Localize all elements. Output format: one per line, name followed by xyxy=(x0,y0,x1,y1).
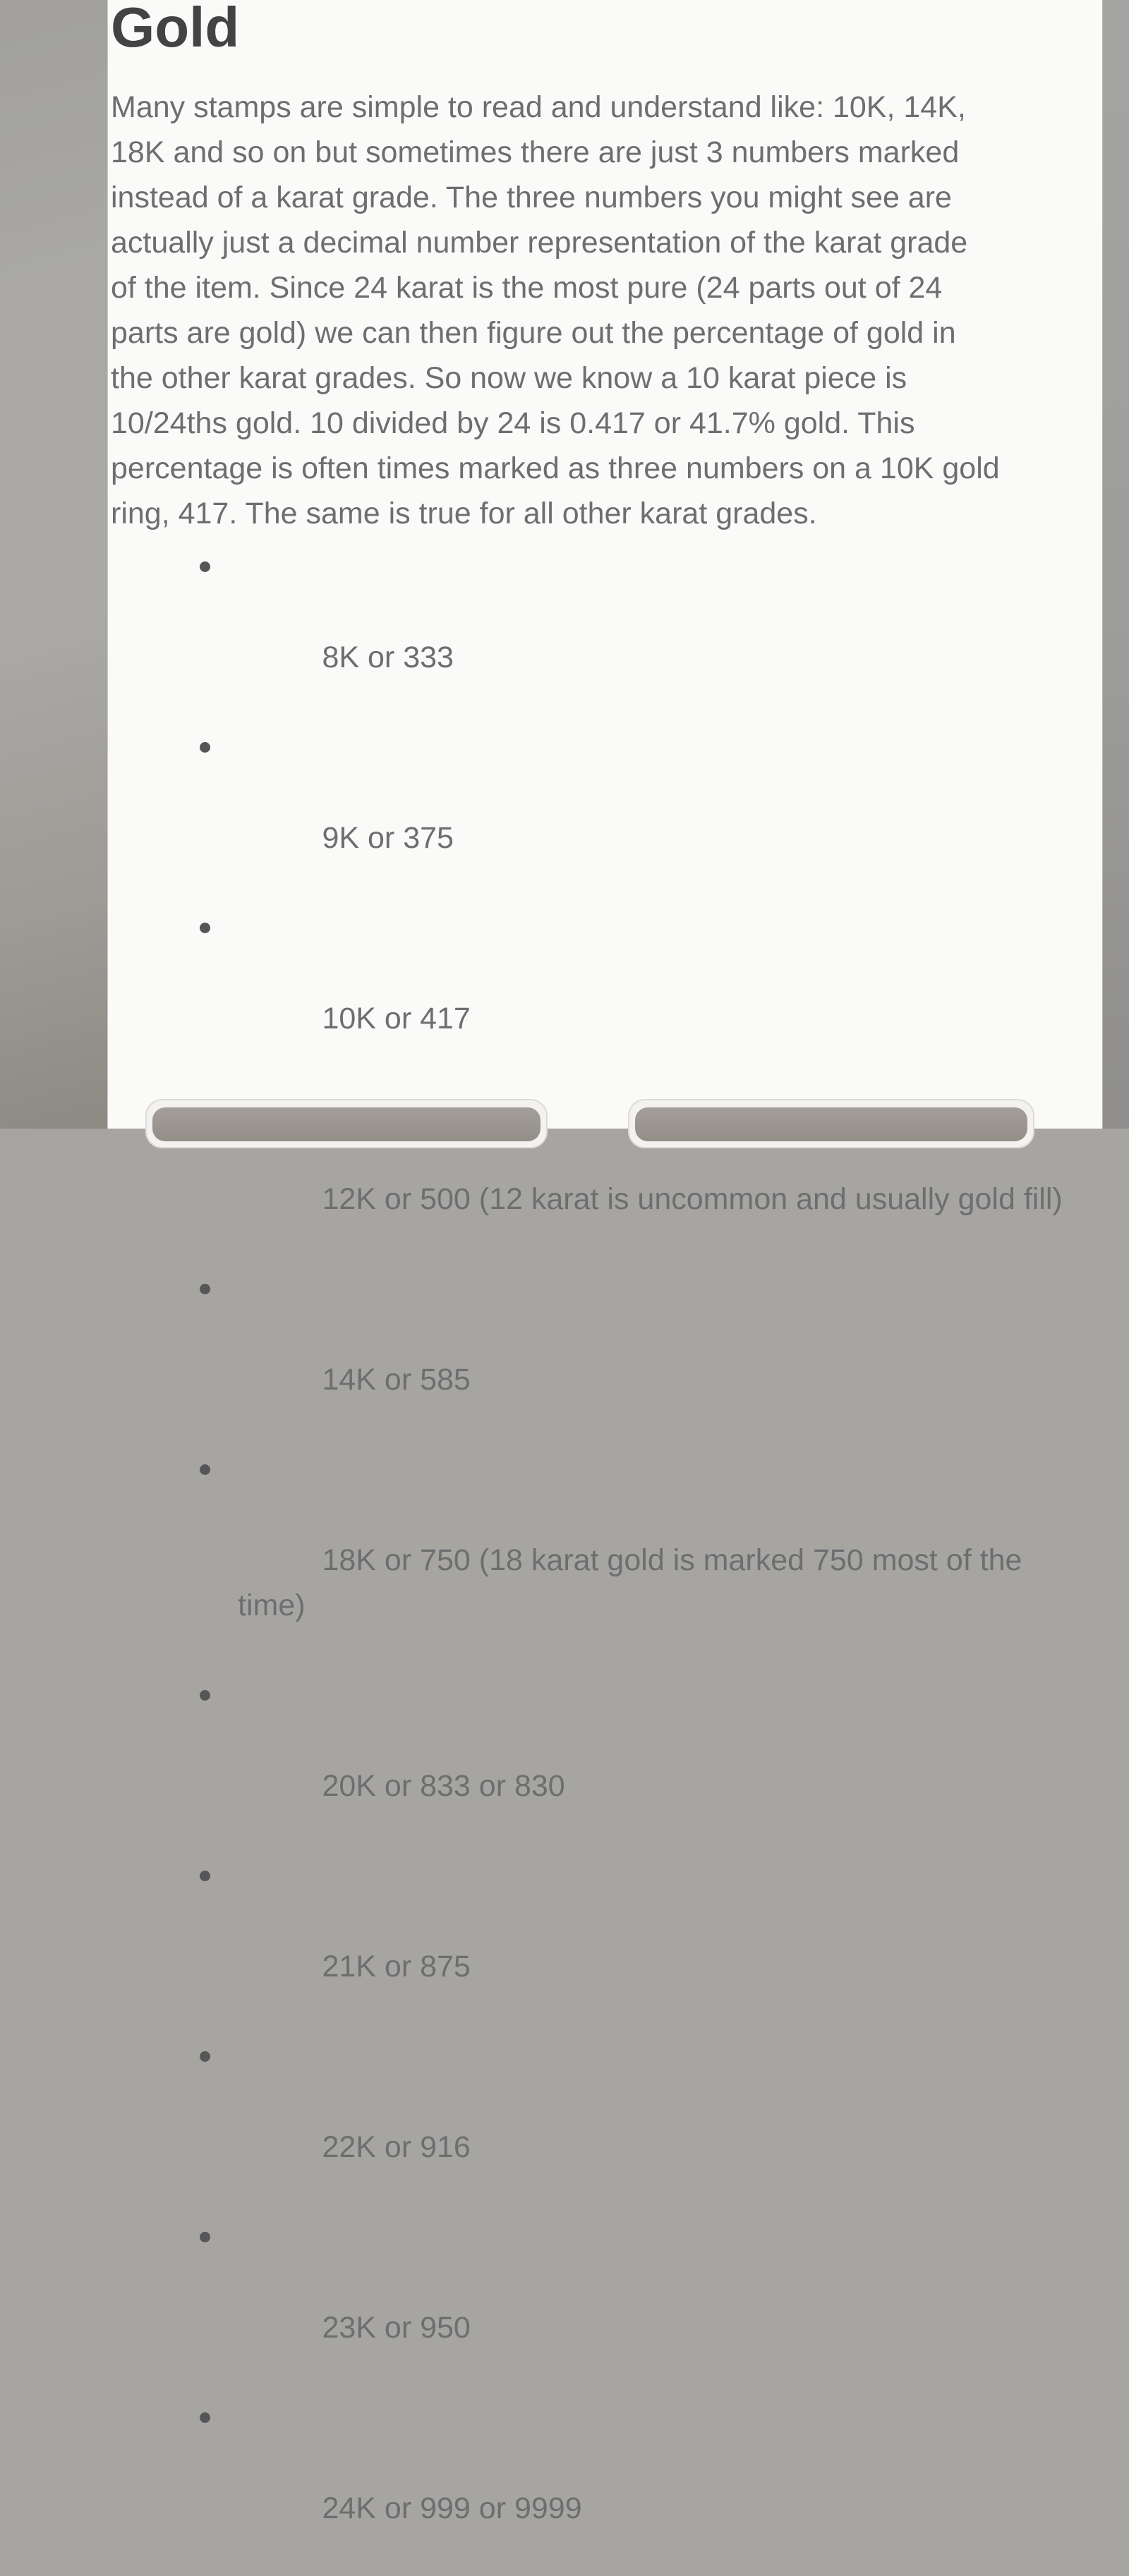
bullet-icon xyxy=(200,1690,210,1701)
right-gray-margin xyxy=(1103,0,1129,1129)
list-item xyxy=(108,1447,1102,1673)
article-page xyxy=(107,0,1103,2525)
list-item xyxy=(108,545,1102,725)
list-item-text: 21K or 875 xyxy=(322,1950,471,1983)
paragraph-line: Many stamps are simple to read and understand like: 10K, 14K, xyxy=(111,90,966,124)
list-item-text: 22K or 916 xyxy=(322,2130,471,2164)
left-gray-margin xyxy=(0,0,107,1129)
list-item xyxy=(108,2034,1102,2215)
list-item xyxy=(108,725,1102,906)
paragraph-line: instead of a karat grade. The three numbers you might see are xyxy=(111,181,952,214)
paragraph-line: 10/24ths gold. 10 divided by 24 is 0.417 or 41.7% gold. This xyxy=(111,406,915,440)
paragraph-line: ring, 417. The same is true for all other karat grades. xyxy=(111,497,817,530)
page-title: Gold xyxy=(111,0,240,59)
bullet-icon xyxy=(200,1284,210,1294)
list-item-text: 20K or 833 or 830 xyxy=(322,1769,565,1803)
list-item xyxy=(108,1673,1102,1854)
bottom-right-button[interactable] xyxy=(628,1099,1034,1148)
article-content xyxy=(108,0,1102,2525)
list-item xyxy=(108,2215,1102,2395)
bottom-right-button-face xyxy=(635,1107,1027,1141)
bullet-icon xyxy=(200,1871,210,1881)
list-item-text: 9K or 375 xyxy=(322,821,454,855)
list-item xyxy=(108,2395,1102,2576)
bullet-icon xyxy=(200,2412,210,2423)
bottom-left-button-face xyxy=(152,1107,541,1141)
bullet-icon xyxy=(200,742,210,753)
karat-grade-list xyxy=(108,545,1102,2576)
list-item xyxy=(108,1854,1102,2034)
paragraph-line: actually just a decimal number representation of the karat grade xyxy=(111,226,968,260)
list-item-text: 14K or 585 xyxy=(322,1363,471,1397)
list-item-text: 8K or 333 xyxy=(322,640,454,674)
paragraph-line: the other karat grades. So now we know a 10 karat piece is xyxy=(111,361,907,395)
bullet-icon xyxy=(200,561,210,572)
bullet-icon xyxy=(200,2051,210,2062)
list-item-text: 23K or 950 xyxy=(322,2311,471,2345)
list-item xyxy=(108,1267,1102,1447)
bullet-icon xyxy=(200,923,210,933)
intro-paragraph xyxy=(111,85,1102,536)
bullet-icon xyxy=(200,2232,210,2242)
paragraph-line: 18K and so on but sometimes there are just 3 numbers marked xyxy=(111,135,960,169)
bullet-icon xyxy=(200,1464,210,1475)
list-item xyxy=(108,906,1102,1086)
list-item-text: 24K or 999 or 9999 xyxy=(322,2491,582,2525)
bottom-left-button[interactable] xyxy=(145,1099,548,1148)
paragraph-line: percentage is often times marked as three numbers on a 10K gold xyxy=(111,451,1000,485)
list-item-text: 10K or 417 xyxy=(322,1002,471,1035)
list-item-text: 12K or 500 (12 karat is uncommon and usually gold fill) xyxy=(322,1182,1063,1216)
paragraph-line: of the item. Since 24 karat is the most pure (24 parts out of 24 xyxy=(111,271,943,305)
list-item-text: 18K or 750 (18 karat gold is marked 750 most of the time) xyxy=(238,1543,1022,1622)
paragraph-line: parts are gold) we can then figure out the percentage of gold in xyxy=(111,316,956,350)
